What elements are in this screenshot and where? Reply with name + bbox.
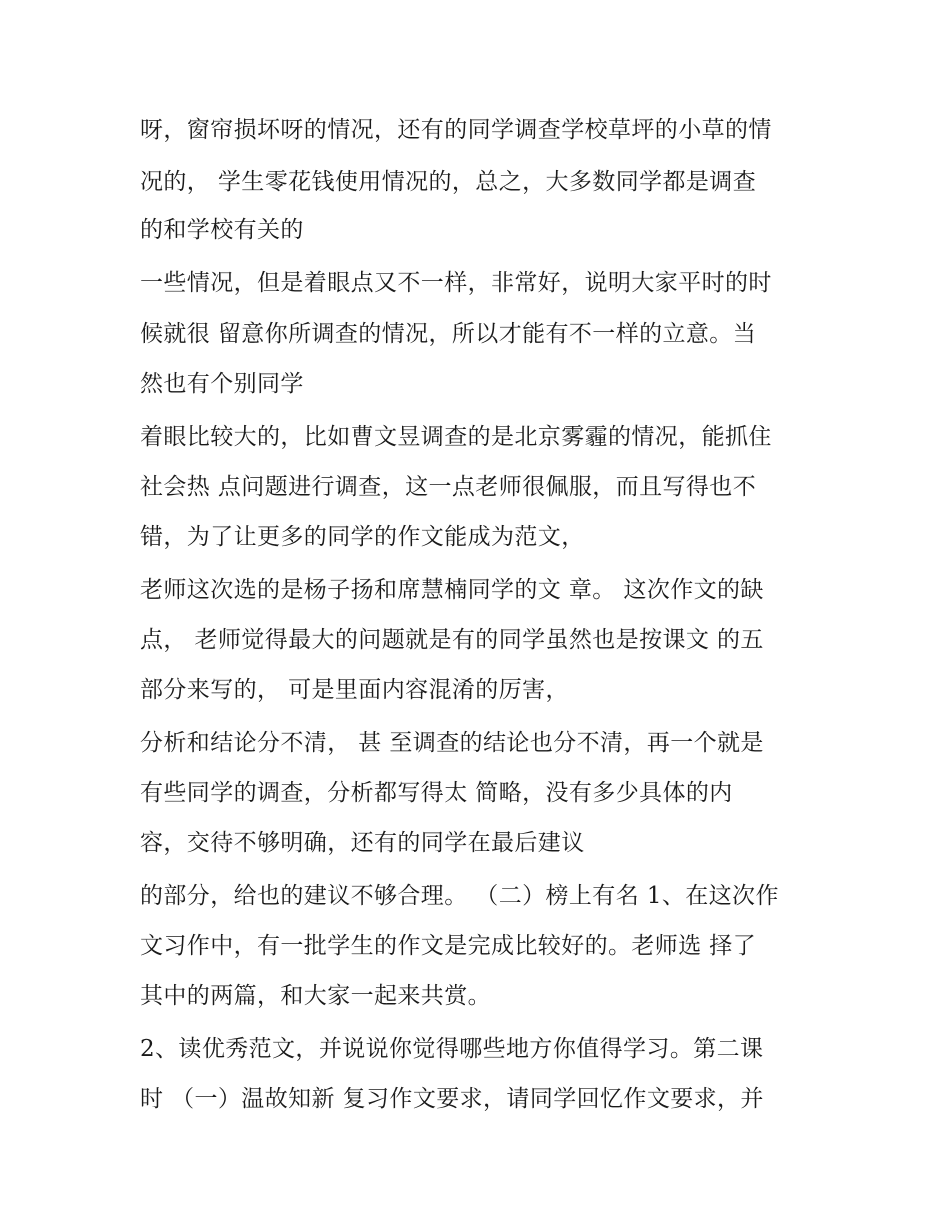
- text-line: 容，交待不够明确，还有的同学在最后建议: [140, 830, 585, 856]
- text-line: 错，为了让更多的同学的作文能成为范文，: [140, 524, 585, 550]
- text-line: 的和学校有关的: [140, 217, 304, 243]
- text-line: 时 （一）温故知新 复习作文要求，请同学回忆作文要求，并: [140, 1086, 764, 1112]
- text-line: 老师这次选的是杨子扬和席慧楠同学的文 章。 这次作文的缺: [140, 577, 764, 603]
- text-line: 2、读优秀范文，并说说你觉得哪些地方你值得学习。第二课: [140, 1036, 764, 1062]
- text-line: 部分来写的， 可是里面内容混淆的厉害，: [140, 677, 569, 703]
- text-line: 文习作中，有一批学生的作文是完成比较好的。老师选 择了: [140, 933, 757, 959]
- text-line: 况的， 学生零花钱使用情况的，总之，大多数同学都是调查: [140, 169, 757, 195]
- text-line: 候就很 留意你所调查的情况，所以才能有不一样的立意。当: [140, 321, 757, 347]
- text-line: 一些情况，但是着眼点又不一样，非常好，说明大家平时的时: [140, 270, 772, 296]
- text-line: 分析和结论分不清， 甚 至调查的结论也分不清，再一个就是: [140, 730, 764, 756]
- text-line: 社会热 点问题进行调查，这一点老师很佩服，而且写得也不: [140, 474, 757, 500]
- text-line: 呀，窗帘损坏呀的情况，还有的同学调查学校草坪的小草的情: [140, 117, 772, 143]
- text-line: 然也有个别同学: [140, 371, 304, 397]
- text-line: 点， 老师觉得最大的问题就是有的同学虽然也是按课文 的五: [140, 627, 764, 653]
- text-line: 有些同学的调查，分析都写得太 简略，没有多少具体的内: [140, 780, 733, 806]
- text-line: 其中的两篇，和大家一起来共赏。: [140, 983, 491, 1009]
- text-line: 着眼比较大的，比如曹文昱调查的是北京雾霾的情况，能抓住: [140, 424, 772, 450]
- text-line: 的部分，给也的建议不够合理。 （二）榜上有名 1、在这次作: [140, 883, 779, 909]
